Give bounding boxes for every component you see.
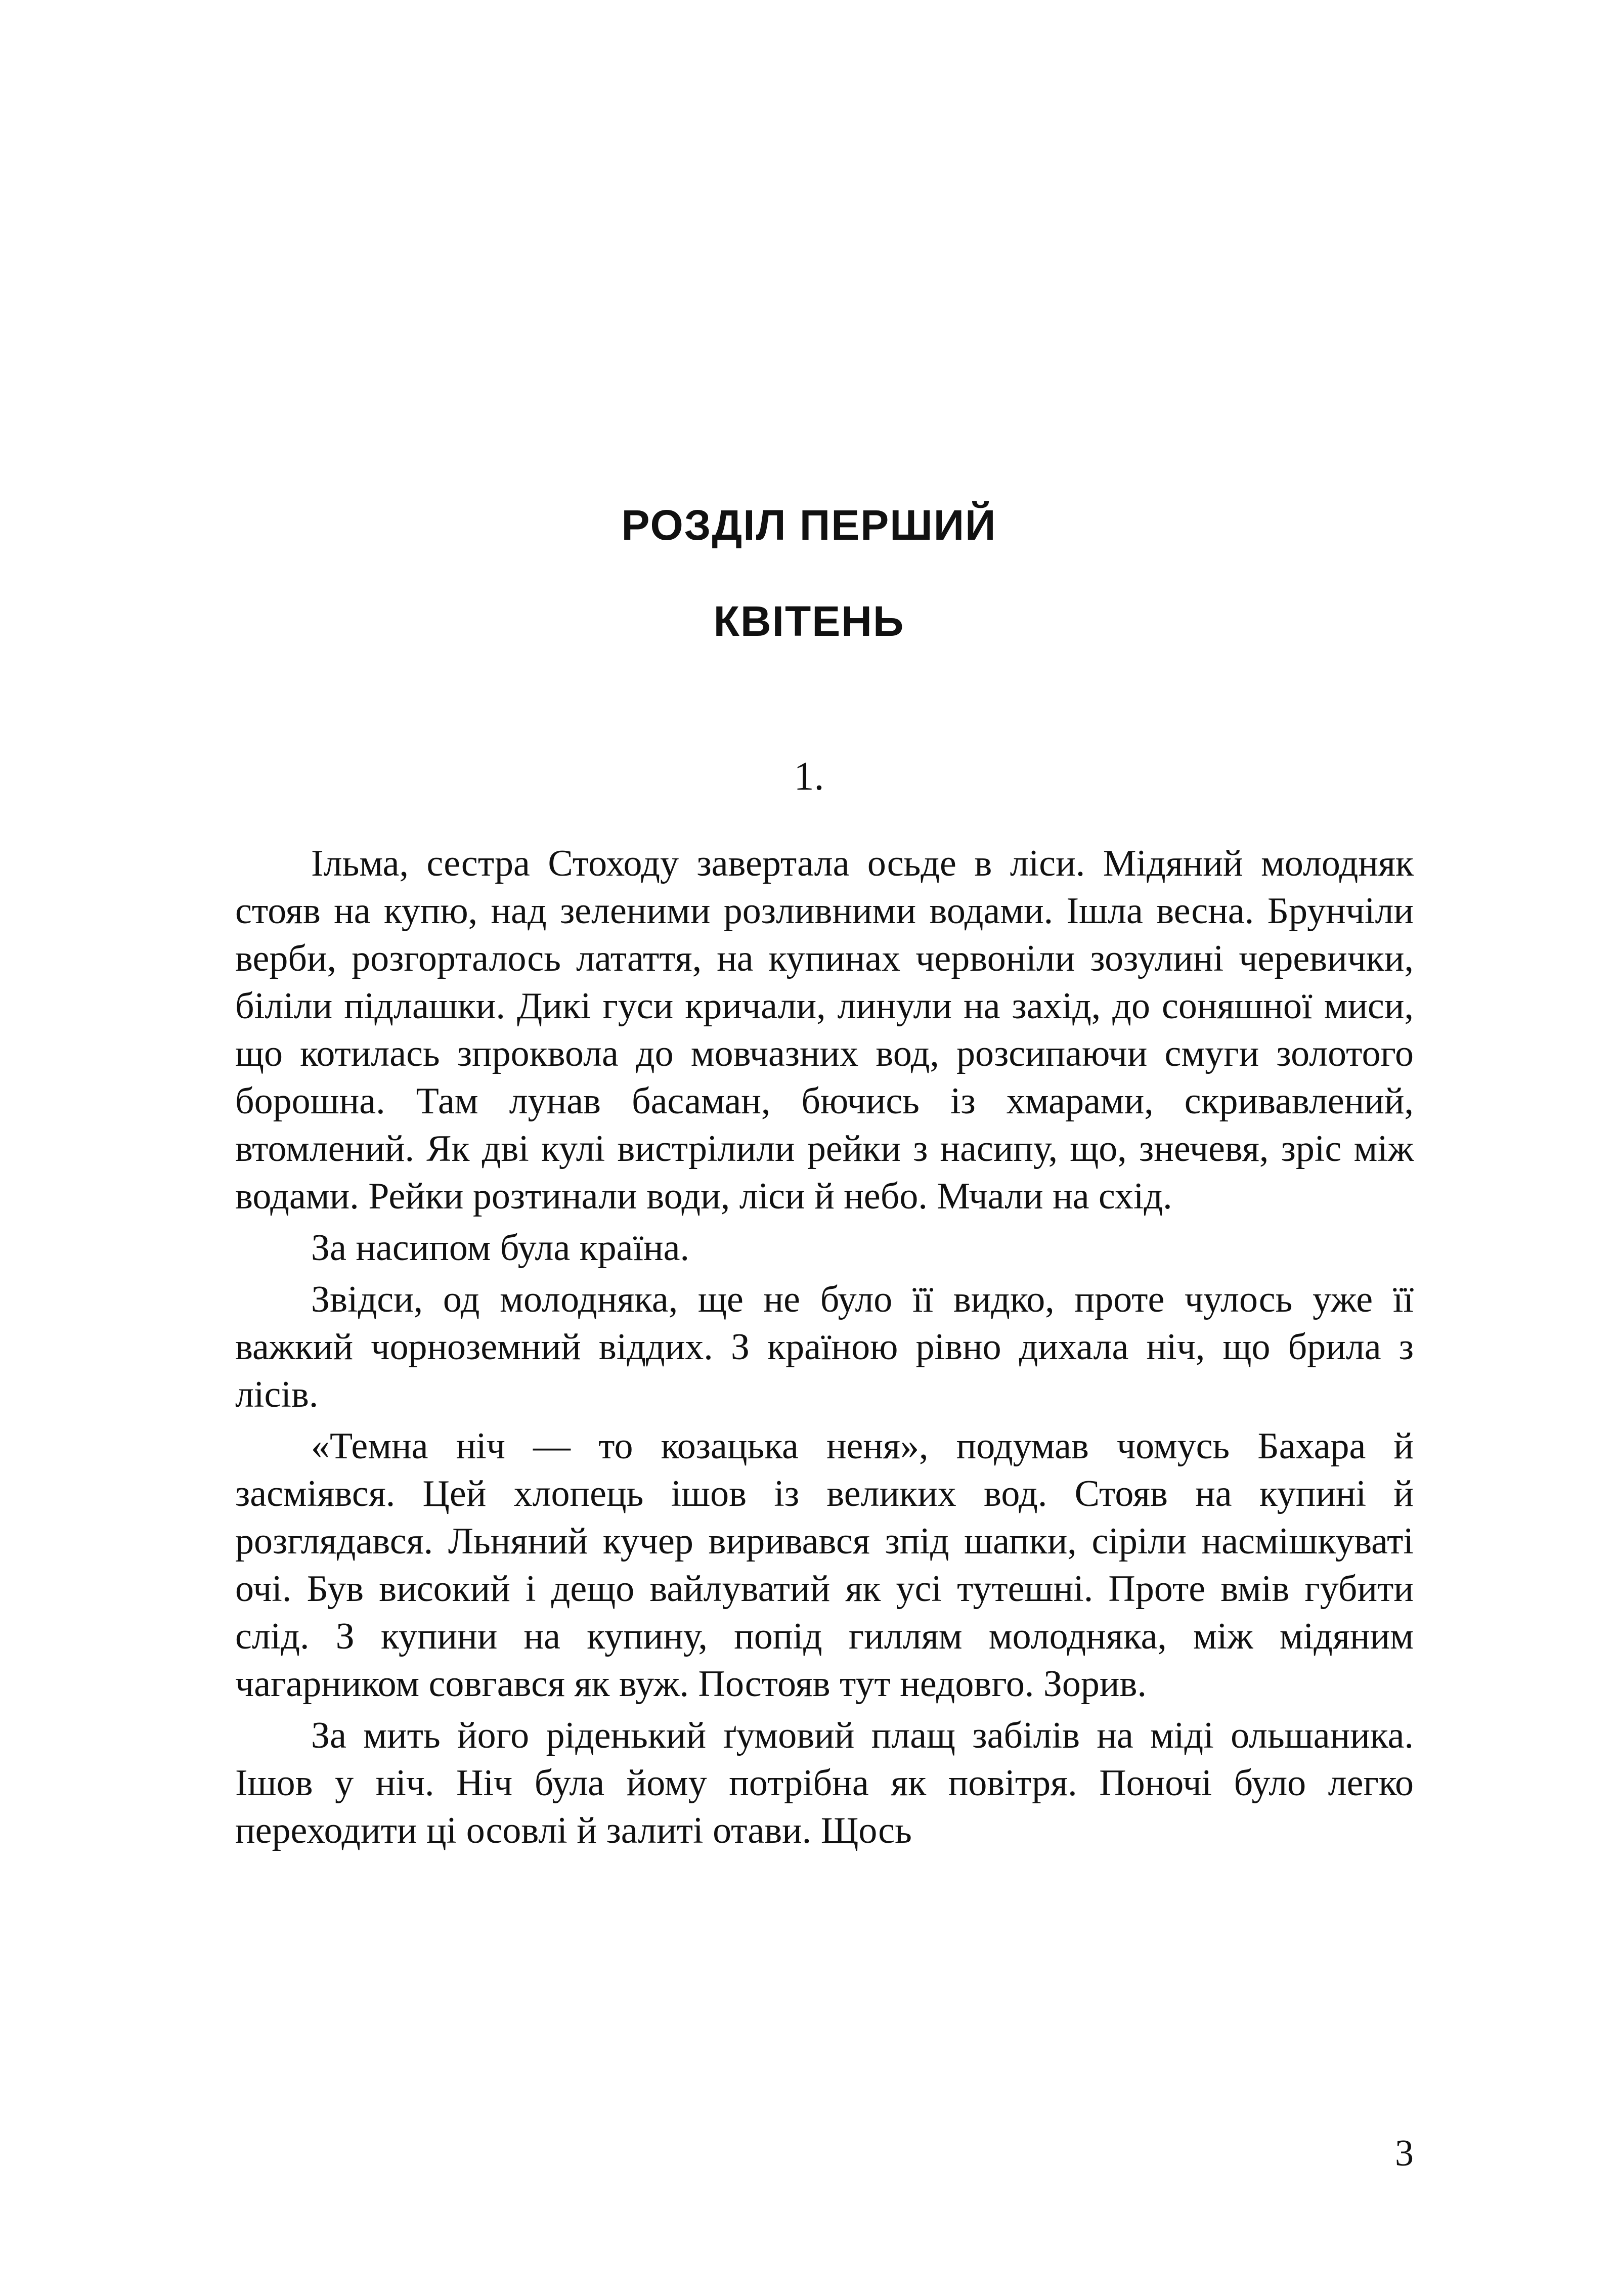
paragraph: Звідси, од молодняка, ще не було її видко, проте чулось уже її важкий чорноземний віддих. З країною рівно дихала ніч, що брила з лісів. [235,1279,1414,1415]
body-text [235,840,1414,1858]
section-number: 1. [794,754,824,799]
paragraph: За мить його ріденький ґумовий плащ забілів на міді ольшаника. Ішов у ніч. Ніч була йому потрібна як повітря. Поночі було легко переходити ці осовлі й залиті отави. Щось [235,1715,1414,1851]
paragraph: Ільма, сестра Стоходу завертала осьде в ліси. Мідяний молодняк стояв на купю, над зеленими розливними водами. Ішла весна. Брунчіли верби, розгорталось латаття, на купинах червоніли зозулині черевички, біліли підлашки. Дикі гуси кричали, линули на захід, до соняшної миси, що котилась зпроквола до мовчазних вод, розсипаючи смуги золотого борошна. Там лунав басаман, бючись із хмарами, скривавлений, втомлений. Як дві кулі вистрілили рейки з насипу, що, знечевя, зріс між водами. Рейки розтинали води, ліси й небо. Мчали на схід. [235,843,1414,1217]
chapter-title: РОЗДІЛ ПЕРШИЙ [621,501,997,549]
paragraph: За насипом була країна. [311,1227,689,1269]
paragraph: «Темна ніч — то козацька неня», подумав чомусь Бахара й засміявся. Цей хлопець ішов із великих вод. Стояв на купині й розглядався. Льняний кучер виривався зпід шапки, сіріли насмішкуваті очі. Був високий і дещо вайлуватий як усі тутешні. Проте вмів губити слід. З купини на купину, попід гиллям молодняка, між мідяним чагарником совгався як вуж. Постояв тут недовго. Зорив. [235,1425,1414,1705]
chapter-subtitle: КВІТЕНЬ [713,597,905,645]
page-number: 3 [1395,2133,1414,2174]
